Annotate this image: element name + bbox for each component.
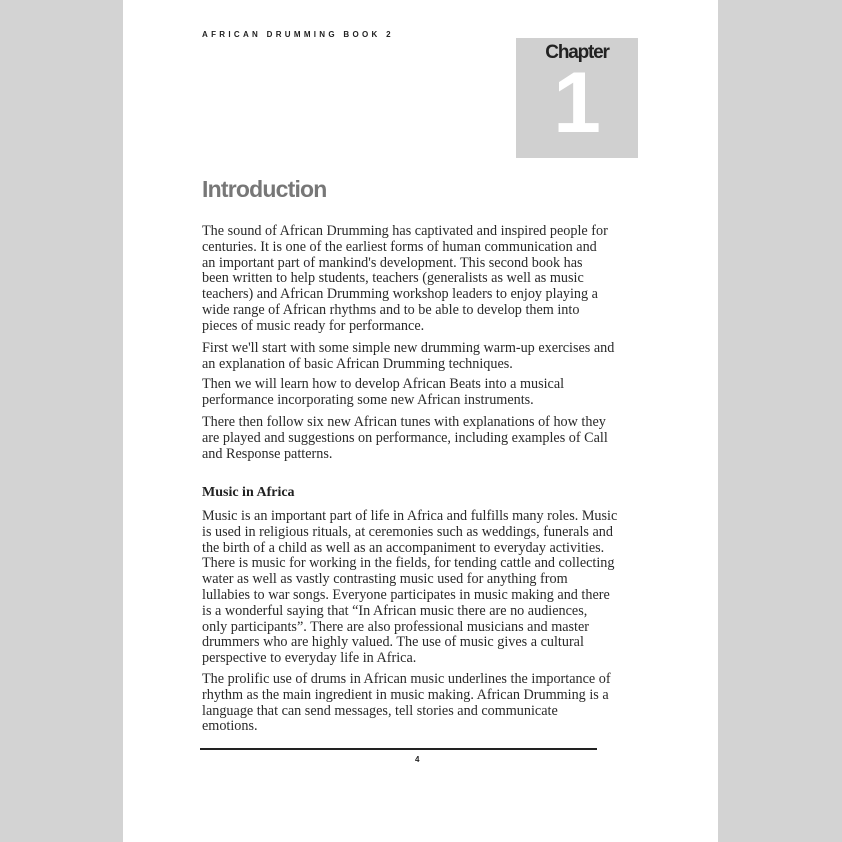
- footer-rule: [200, 748, 597, 750]
- text-line: the birth of a child as well as an accompaniment to everyday activities.: [202, 539, 605, 556]
- section-paragraph-2: [202, 672, 611, 735]
- intro-paragraph-2: [202, 341, 614, 373]
- text-line: First we'll start with some simple new drumming warm-up exercises and: [202, 340, 615, 356]
- text-line: is a wonderful saying that “In African music there are no audiences,: [202, 602, 588, 619]
- text-line: There then follow six new African tunes with explanations of how they: [202, 414, 606, 430]
- text-line: The prolific use of drums in African music underlines the importance of: [202, 671, 611, 687]
- chapter-box: [516, 38, 638, 158]
- text-line: perspective to everyday life in Africa.: [202, 650, 417, 667]
- page-title: Introduction: [202, 176, 327, 202]
- page-number: 4: [415, 755, 420, 764]
- text-line: is used in religious rituals, at ceremonies such as weddings, funerals and: [202, 523, 613, 540]
- text-line: performance incorporating some new African instruments.: [202, 391, 534, 408]
- text-line: are played and suggestions on performance, including examples of Call: [202, 429, 608, 446]
- text-line: language that can send messages, tell stories and communicate: [202, 702, 558, 719]
- text-line: The sound of African Drumming has captivated and inspired people for: [202, 223, 608, 239]
- text-line: water as well as vastly contrasting music used for anything from: [202, 571, 568, 588]
- chapter-number: 1: [553, 55, 601, 151]
- section-heading: Music in Africa: [202, 485, 295, 500]
- running-head: AFRICAN DRUMMING BOOK 2: [202, 30, 394, 39]
- section-paragraph-1: [202, 509, 617, 667]
- text-line: an important part of mankind's development. This second book has: [202, 254, 583, 271]
- text-line: Then we will learn how to develop African Beats into a musical: [202, 376, 565, 392]
- text-line: teachers) and African Drumming workshop leaders to enjoy playing a: [202, 286, 598, 303]
- intro-paragraph-1: [202, 224, 608, 335]
- text-line: only participants”. There are also professional musicians and master: [202, 618, 590, 635]
- text-line: centuries. It is one of the earliest forms of human communication and: [202, 238, 597, 255]
- intro-paragraph-3: [202, 377, 564, 409]
- text-line: drummers who are highly valued. The use of music gives a cultural: [202, 634, 584, 651]
- text-line: wide range of African rhythms and to be able to develop them into: [202, 301, 580, 318]
- text-line: Music is an important part of life in Africa and fulfills many roles. Music: [202, 508, 618, 524]
- chapter-label: Chapter: [545, 42, 609, 63]
- document-page: [123, 0, 718, 842]
- text-line: There is music for working in the fields, for tending cattle and collecting: [202, 555, 615, 572]
- text-line: emotions.: [202, 718, 258, 735]
- intro-paragraph-4: [202, 415, 608, 462]
- text-line: an explanation of basic African Drumming techniques.: [202, 355, 513, 372]
- text-line: rhythm as the main ingredient in music making. African Drumming is a: [202, 686, 609, 703]
- text-line: lullabies to war songs. Everyone participates in music making and there: [202, 586, 610, 603]
- text-line: been written to help students, teachers (generalists as well as music: [202, 270, 584, 287]
- text-line: and Response patterns.: [202, 445, 333, 462]
- text-line: pieces of music ready for performance.: [202, 317, 425, 334]
